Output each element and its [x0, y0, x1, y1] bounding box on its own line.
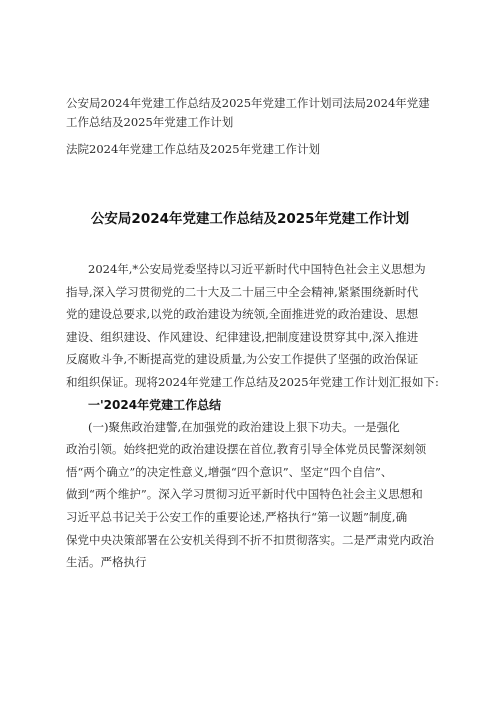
para-line: 习近平总书记关于公安工作的重要论述,严格执行“第一议题”制度,确: [66, 509, 408, 524]
intro-line: 和组织保证。现将2024年党建工作总结及2025年党建工作计划汇报如下:: [66, 374, 439, 389]
para-line: 悟“两个确立”的决定性意义,增强“四个意识”、坚定“四个自信”、: [66, 464, 393, 479]
intro-line: 党的建设总要求,以党的政治建设为统领,全面推进党的政治建设、思想: [66, 307, 419, 322]
document-header: [66, 94, 446, 159]
section-heading: 一'2024年党建工作总结: [88, 397, 222, 412]
document-body: [66, 258, 440, 574]
intro-line: 反腐败斗争,不断提高党的建设质量,为公安工作提供了坚强的政治保证: [66, 352, 419, 367]
document-title: 公安局2024年党建工作总结及2025年党建工作计划: [90, 211, 410, 227]
intro-line: 指导,深入学习贯彻党的二十大及二十届三中全会精神,紧紧围绕新时代: [66, 284, 419, 299]
para-line: (一)聚焦政治建警,在加强党的政治建设上狠下功夫。一是强化: [88, 419, 400, 434]
para-line: 保党中央决策部署在公安机关得到不折不扣贯彻落实。二是严肃党内政治: [66, 532, 434, 547]
para-line: 生活。严格执行: [66, 555, 147, 570]
body-paragraph: [66, 416, 440, 574]
para-line: 做到“两个维护”。深入学习贯彻习近平新时代中国特色社会主义思想和: [66, 487, 423, 502]
header-line-3: 法院2024年党建工作总结及2025年党建工作计划: [66, 142, 321, 156]
intro-line: 2024年,*公安局党委坚持以习近平新时代中国特色社会主义思想为: [88, 262, 426, 276]
intro-line: 建设、组织建设、作风建设、纪律建设,把制度建设贯穿其中,深入推进: [66, 329, 419, 344]
intro-paragraph: [66, 258, 440, 394]
header-line-2: 工作总结及2025年党建工作计划: [66, 115, 234, 129]
para-line: 政治引领。始终把党的政治建设摆在首位,教育引导全体党员民警深刻领: [66, 442, 427, 457]
header-line-1: 公安局2024年党建工作总结及2025年党建工作计划司法局2024年党建: [66, 96, 430, 110]
